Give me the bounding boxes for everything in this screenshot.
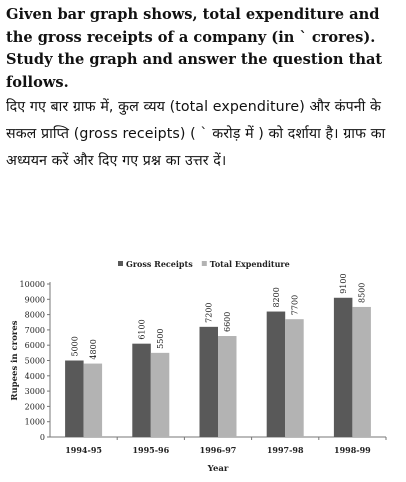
- data-label: 7200: [204, 302, 214, 323]
- data-label: 5500: [156, 328, 166, 349]
- legend-swatch: [202, 261, 207, 266]
- y-tick-label: 5000: [24, 356, 45, 366]
- y-tick-label: 0: [39, 433, 45, 442]
- y-tick-label: 9000: [24, 295, 45, 305]
- bar: [267, 312, 286, 437]
- y-tick-label: 8000: [24, 310, 45, 320]
- x-tick-label: 1996-97: [199, 445, 237, 455]
- data-label: 5000: [70, 336, 80, 357]
- bar: [352, 307, 371, 437]
- y-tick-label: 6000: [24, 341, 45, 351]
- bar: [334, 298, 353, 437]
- y-tick-label: 10000: [19, 280, 45, 289]
- bar: [65, 361, 84, 438]
- y-tick-label: 3000: [24, 387, 45, 397]
- y-axis-title: Rupees in crores: [10, 320, 20, 401]
- data-label: 6600: [223, 311, 233, 333]
- bar: [285, 319, 304, 437]
- legend-swatch: [118, 261, 123, 266]
- x-tick-label: 1994-95: [65, 445, 102, 455]
- y-tick-label: 4000: [24, 371, 45, 381]
- y-tick-label: 2000: [24, 402, 45, 412]
- data-label: 8500: [357, 282, 367, 303]
- question-hindi: दिए गए बार ग्राफ में, कुल व्यय (total expenditure) और कंपनी के सकल प्राप्ति (gross receipts) ( ` करोड़ में ) को दर्शाया है। ग्राफ का अध्ययन करें और दिए गए प्रश्न का उत्तर दें।: [6, 99, 386, 170]
- data-label: 6100: [137, 319, 147, 340]
- x-tick-label: 1995-96: [132, 445, 170, 455]
- bar-chart: [0, 260, 406, 480]
- question-text: [6, 4, 402, 175]
- data-label: 8200: [271, 287, 281, 308]
- data-label: 9100: [339, 273, 349, 294]
- legend-label: Gross Receipts: [126, 260, 193, 269]
- bar: [84, 364, 103, 437]
- data-label: 4800: [88, 339, 98, 360]
- x-tick-label: 1998-99: [334, 445, 371, 455]
- data-label: 7700: [290, 294, 300, 316]
- x-axis-title: Year: [207, 464, 229, 474]
- bar: [132, 344, 151, 437]
- bar: [218, 336, 237, 437]
- bar: [200, 327, 219, 437]
- y-tick-label: 7000: [24, 325, 45, 335]
- legend-label: Total Expenditure: [209, 260, 290, 269]
- bar: [151, 353, 170, 437]
- y-tick-label: 1000: [24, 417, 45, 427]
- x-tick-label: 1997-98: [266, 445, 304, 455]
- question-english: Given bar graph shows, total expenditure and the gross receipts of a company (in ` crores). Study the graph and answer the question that follows.: [6, 6, 383, 91]
